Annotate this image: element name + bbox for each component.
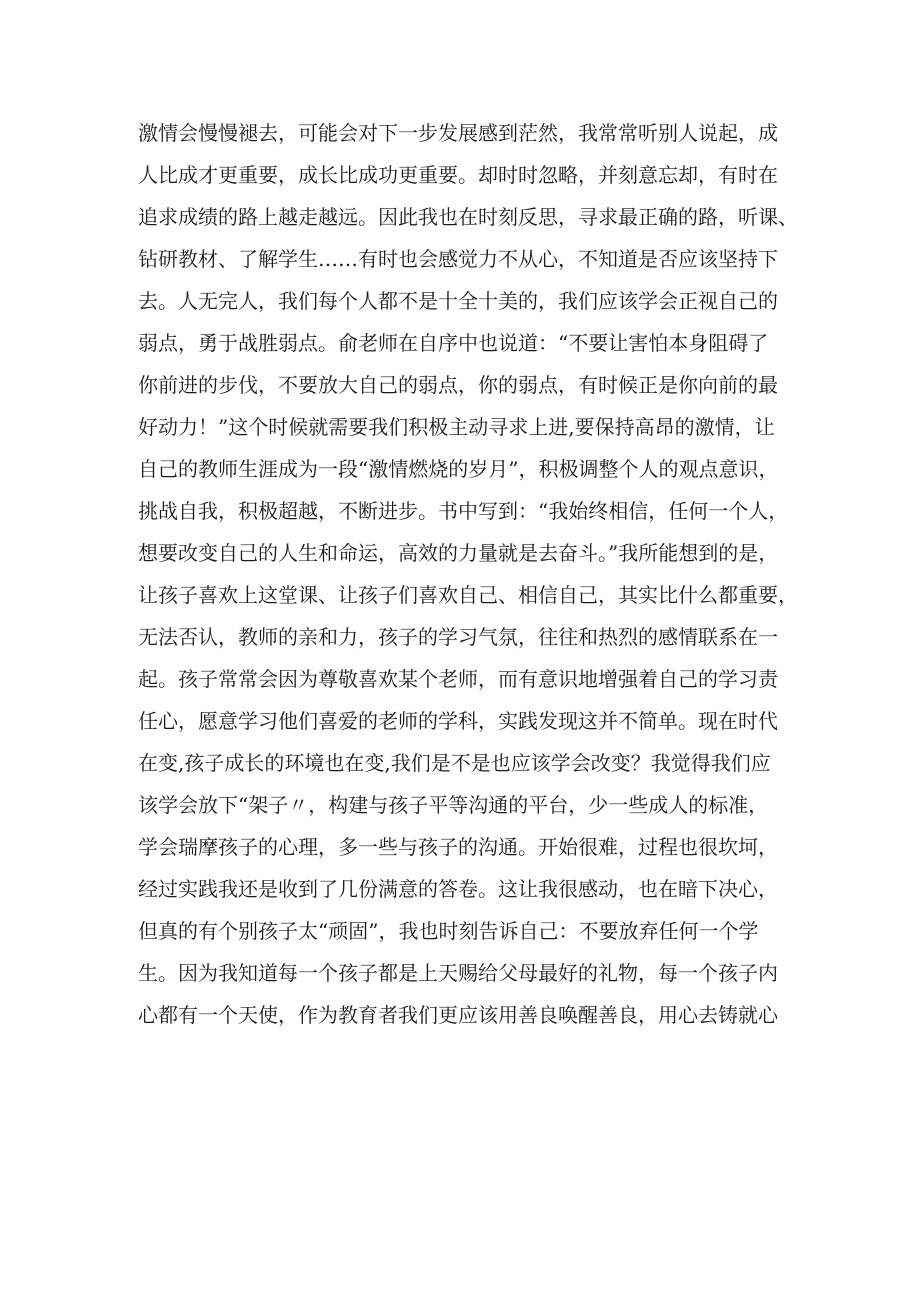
- text-line: 钻研教材、了解学生……有时也会感觉力不从心，不知道是否应该坚持下: [138, 247, 778, 271]
- text-line: 追求成绩的路上越走越远。因此我也在时刻反思，寻求最正确的路，听课、: [138, 205, 798, 229]
- text-line: 起。孩子常常会因为尊敬喜欢某个老师，而有意识地增强着自己的学习责: [138, 667, 778, 691]
- text-line: 自己的教师生涯成为一段“激情燃烧的岁月”，积极调整个人的观点意识，: [138, 457, 779, 481]
- text-line: 去。人无完人，我们每个人都不是十全十美的，我们应该学会正视自己的: [138, 289, 778, 313]
- text-line: 想要改变自己的人生和命运，高效的力量就是去奋斗。”我所能想到的是，: [138, 541, 779, 565]
- text-line: 任心，愿意学习他们喜爱的老师的学科，实践发现这并不简单。现在时代: [138, 709, 778, 733]
- text-line: 经过实践我还是收到了几份满意的答卷。这让我很感动，也在暗下决心，: [138, 877, 778, 901]
- text-line: 但真的有个别孩子太“顽固”，我也时刻告诉自己：不要放弃任何一个学: [138, 919, 759, 943]
- text-line: 让孩子喜欢上这堂课、让孩子们喜欢自己、相信自己，其实比什么都重要，: [138, 583, 798, 607]
- text-line: 弱点，勇于战胜弱点。俞老师在自序中也说道：“不要让害怕本身阻碍了: [138, 331, 769, 355]
- body-text: [138, 112, 808, 1036]
- text-line: 人比成才更重要，成长比成功更重要。却时时忽略，并刻意忘却，有时在: [138, 163, 778, 187]
- text-line: 学会瑞摩孩子的心理，多一些与孩子的沟通。开始很难，过程也很坎坷，: [138, 835, 778, 859]
- text-line: 心都有一个天使，作为教育者我们更应该用善良唤醒善良，用心去铸就心: [138, 1003, 778, 1027]
- text-line: 激情会慢慢褪去，可能会对下一步发展感到茫然，我常常听别人说起，成: [138, 121, 778, 145]
- text-line: 该学会放下“架子〃，构建与孩子平等沟通的平台，少一些成人的标准，: [138, 793, 769, 817]
- text-line: 挑战自我，积极超越，不断进步。书中写到：“我始终相信，任何一个人，: [138, 499, 789, 523]
- text-line: 生。因为我知道每一个孩子都是上天赐给父母最好的礼物，每一个孩子内: [138, 961, 778, 985]
- text-line: 在变,孩子成长的环境也在变,我们是不是也应该学会改变？我觉得我们应: [138, 751, 771, 775]
- text-line: 无法否认，教师的亲和力，孩子的学习气氛，往往和热烈的感情联系在一: [138, 625, 778, 649]
- text-line: 你前进的步伐，不要放大自己的弱点，你的弱点，有时候正是你向前的最: [138, 373, 778, 397]
- text-line: 好动力！”这个时候就需要我们积极主动寻求上进,要保持高昂的激情，让: [138, 415, 775, 439]
